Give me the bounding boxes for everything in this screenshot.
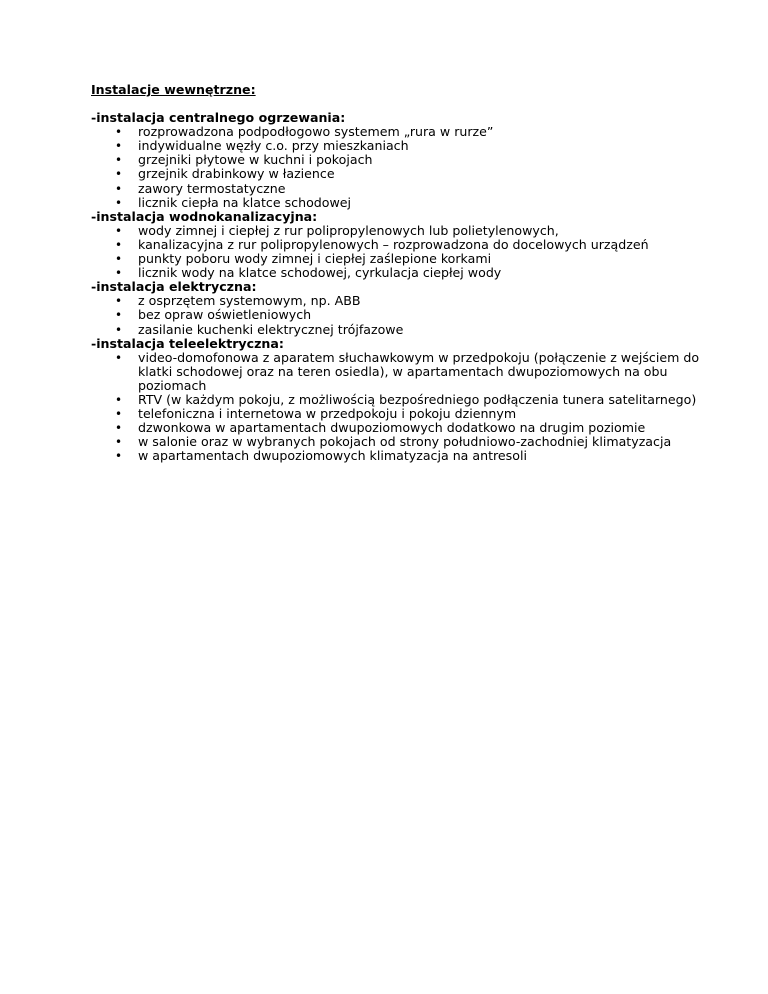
bullet-list [91,125,711,210]
list-item [91,266,711,280]
section-heading: -instalacja teleelektryczna: [91,335,284,351]
list-item [91,182,711,196]
list-item-text: RTV (w każdym pokoju, z możliwością bezpośredniego podłączenia tunera satelitarnego) [138,391,697,407]
list-item-text: telefoniczna i internetowa w przedpokoju i pokoju dziennym [138,406,517,422]
bullet-icon: • [115,350,123,365]
list-item-text: w salonie oraz w wybranych pokojach od strony południowo-zachodniej klimatyzacja [138,434,672,450]
list-item-text: z osprzętem systemowym, np. ABB [138,293,361,309]
list-item-text: punkty poboru wody zimnej i ciepłej zaślepione korkami [138,251,492,267]
list-item-text: wody zimnej i ciepłej z rur polipropylenowych lub polietylenowych, [138,222,559,238]
section-electrical [91,280,711,336]
section-heading: -instalacja elektryczna: [91,279,257,295]
list-item [91,224,711,238]
list-item-text: kanalizacyjna z rur polipropylenowych – rozprowadzona do docelowych urządzeń [138,236,649,252]
bullet-icon: • [115,195,123,210]
bullet-icon: • [115,167,123,182]
document-title: Instalacje wewnętrzne: [91,82,256,97]
bullet-icon: • [115,181,123,196]
bullet-icon: • [115,392,123,407]
list-item [91,393,711,407]
list-item-text: zasilanie kuchenki elektrycznej trójfazowe [138,321,404,337]
list-item [91,435,711,449]
bullet-icon: • [115,139,123,154]
list-item [91,323,711,337]
bullet-icon: • [115,308,123,323]
bullet-icon: • [115,322,123,337]
list-item [91,407,711,421]
section-teleelectrical [91,337,711,464]
list-item [91,252,711,266]
list-item-text: zawory termostatyczne [138,180,286,196]
list-item-text: w apartamentach dwupoziomowych klimatyzacja na antresoli [138,448,527,464]
list-item [91,308,711,322]
list-item [91,238,711,252]
list-item [91,421,711,435]
list-item [91,153,711,167]
document-page [91,83,711,463]
list-item-text: rozprowadzona podpodłogowo systemem „rura w rurze” [138,124,494,140]
list-item [91,167,711,181]
bullet-icon: • [115,407,123,422]
section-heading: -instalacja centralnego ogrzewania: [91,110,346,126]
section-heading: -instalacja wodnokanalizacyjna: [91,208,318,224]
list-item [91,351,711,393]
bullet-icon: • [115,237,123,252]
bullet-icon: • [115,435,123,450]
bullet-list [91,224,711,280]
list-item [91,196,711,210]
list-item-text: grzejniki płytowe w kuchni i pokojach [138,152,373,168]
list-item-text: dzwonkowa w apartamentach dwupoziomowych dodatkowo na drugim poziomie [138,420,646,436]
bullet-icon: • [115,223,123,238]
list-item [91,294,711,308]
list-item-text: grzejnik drabinkowy w łazience [138,166,335,182]
section-water-sewage [91,210,711,280]
list-item-text: licznik wody na klatce schodowej, cyrkulacja ciepłej wody [138,265,502,281]
section-central-heating [91,111,711,210]
bullet-list [91,294,711,336]
list-item-text: video-domofonowa z aparatem słuchawkowym w przedpokoju (połączenie z wejściem do klatki schodowej oraz na teren osiedla), w apartamentach dwupoziomowych na obu poziomach [138,349,700,393]
list-item-text: licznik ciepła na klatce schodowej [138,194,352,210]
bullet-icon: • [115,421,123,436]
bullet-icon: • [115,294,123,309]
bullet-icon: • [115,449,123,464]
bullet-list [91,351,711,464]
bullet-icon: • [115,125,123,140]
list-item-text: bez opraw oświetleniowych [138,307,312,323]
bullet-icon: • [115,153,123,168]
list-item [91,125,711,139]
list-item [91,139,711,153]
bullet-icon: • [115,252,123,267]
list-item-text: indywidualne węzły c.o. przy mieszkaniach [138,138,409,154]
list-item [91,449,711,463]
bullet-icon: • [115,266,123,281]
